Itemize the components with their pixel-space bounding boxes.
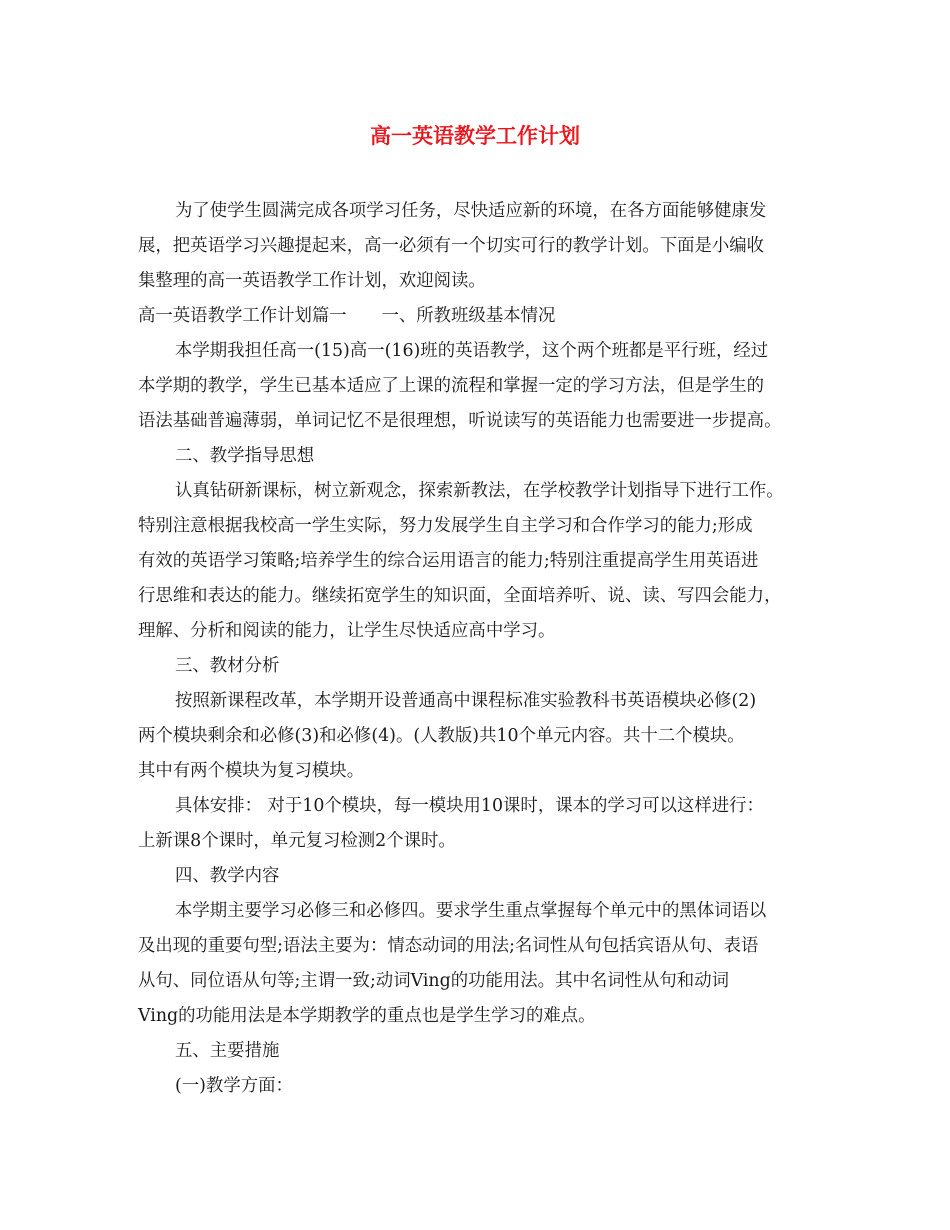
paragraph-line: 本学期我担任高一(15)高一(16)班的英语教学，这个两个班都是平行班，经过 xyxy=(175,341,769,361)
paragraph-line: 理解、分析和阅读的能力，让学生尽快适应高中学习。 xyxy=(138,621,556,641)
paragraph-line: 展，把英语学习兴趣提起来，高一必须有一个切实可行的教学计划。下面是小编收 xyxy=(138,236,765,256)
section-heading: 二、教学指导思想 xyxy=(175,446,315,466)
paragraph-line: 行思维和表达的能力。继续拓宽学生的知识面，全面培养听、说、读、写四会能力， xyxy=(138,586,782,606)
section-heading: 三、教材分析 xyxy=(175,656,280,676)
document-title: 高一英语教学工作计划 xyxy=(370,123,580,148)
paragraph-line: 具体安排： 对于10个模块，每一模块用10课时，课本的学习可以这样进行： xyxy=(175,796,764,816)
paragraph-line: 按照新课程改革，本学期开设普通高中课程标准实验教科书英语模块必修(2) xyxy=(175,691,757,711)
paragraph-line: 为了使学生圆满完成各项学习任务，尽快适应新的环境，在各方面能够健康发 xyxy=(175,201,767,221)
paragraph-line: 从句、同位语从句等;主谓一致;动词Ving的功能用法。其中名词性从句和动词 xyxy=(138,971,729,991)
paragraph-line: 及出现的重要句型;语法主要为：情态动词的用法;名词性从句包括宾语从句、表语 xyxy=(138,936,759,956)
subsection-heading: (一)教学方面： xyxy=(175,1076,293,1096)
paragraph-line: 认真钻研新课标，树立新观念，探索新教法，在学校教学计划指导下进行工作。 xyxy=(175,481,784,501)
paragraph-line: 本学期的教学，学生已基本适应了上课的流程和掌握一定的学习方法，但是学生的 xyxy=(138,376,765,396)
paragraph-line: 有效的英语学习策略;培养学生的综合运用语言的能力;特别注重提高学生用英语进 xyxy=(138,551,759,571)
paragraph-line: 集整理的高一英语教学工作计划，欢迎阅读。 xyxy=(138,271,486,291)
section-heading-line: 高一英语教学工作计划篇一 一、所教班级基本情况 xyxy=(138,306,556,326)
section-heading: 四、教学内容 xyxy=(175,866,280,886)
paragraph-line: Ving的功能用法是本学期教学的重点也是学生学习的难点。 xyxy=(138,1006,596,1026)
paragraph-line: 语法基础普遍薄弱，单词记忆不是很理想，听说读写的英语能力也需要进一步提高。 xyxy=(138,411,782,431)
paragraph-line: 两个模块剩余和必修(3)和必修(4)。(人教版)共10个单元内容。共十二个模块。 xyxy=(138,726,745,746)
paragraph-line: 其中有两个模块为复习模块。 xyxy=(138,761,365,781)
paragraph-line: 上新课8个课时，单元复习检测2个课时。 xyxy=(138,831,456,851)
paragraph-line: 本学期主要学习必修三和必修四。要求学生重点掌握每个单元中的黑体词语以 xyxy=(175,901,767,921)
section-heading: 五、主要措施 xyxy=(175,1041,280,1061)
paragraph-line: 特别注意根据我校高一学生实际，努力发展学生自主学习和合作学习的能力;形成 xyxy=(138,516,753,536)
